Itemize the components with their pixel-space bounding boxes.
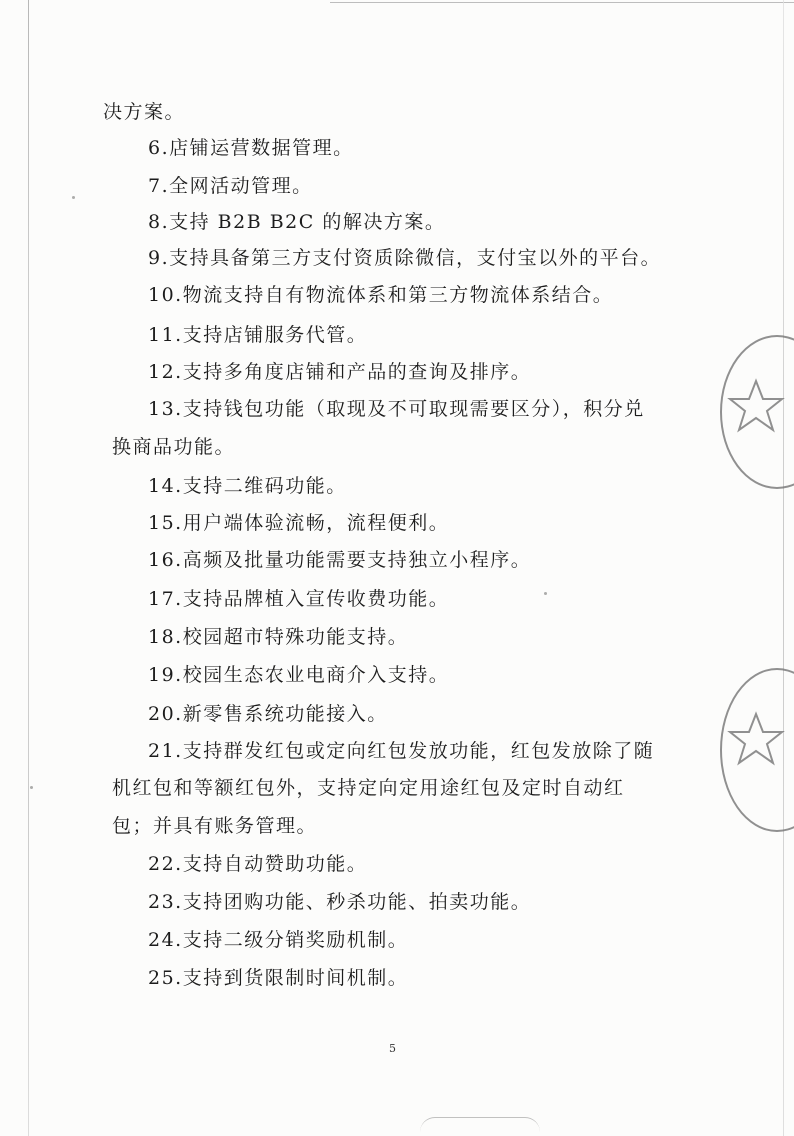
text-line: 16.高频及批量功能需要支持独立小程序。 — [148, 549, 532, 571]
scan-speck — [72, 196, 75, 199]
page-edge-left — [28, 0, 29, 1136]
text-line: 24.支持二级分销奖励机制。 — [148, 929, 409, 951]
text-line: 15.用户端体验流畅，流程便利。 — [148, 512, 450, 534]
star-icon — [726, 377, 786, 437]
text-line: 17.支持品牌植入宣传收费功能。 — [148, 588, 450, 610]
text-line: 10.物流支持自有物流体系和第三方物流体系结合。 — [148, 284, 614, 306]
text-line: 决方案。 — [103, 101, 186, 123]
text-line: 9.支持具备第三方支付资质除微信，支付宝以外的平台。 — [148, 247, 662, 269]
text-line: 21.支持群发红包或定向红包发放功能，红包发放除了随 — [148, 740, 655, 762]
text-line: 机红包和等额红包外，支持定向定用途红包及定时自动红 — [112, 777, 625, 799]
official-seal-top — [720, 335, 794, 489]
text-line: 14.支持二维码功能。 — [148, 475, 347, 497]
official-seal-bottom — [720, 668, 794, 832]
page-edge-right — [783, 0, 784, 1136]
text-line: 22.支持自动赞助功能。 — [148, 853, 368, 875]
text-line: 18.校园超市特殊功能支持。 — [148, 626, 409, 648]
page-edge-top — [330, 2, 794, 3]
text-line: 6.店铺运营数据管理。 — [148, 137, 354, 159]
text-line: 包；并具有账务管理。 — [112, 815, 318, 837]
text-line: 25.支持到货限制时间机制。 — [148, 967, 409, 989]
text-line: 20.新零售系统功能接入。 — [148, 703, 388, 725]
text-line: 12.支持多角度店铺和产品的查询及排序。 — [148, 361, 532, 383]
text-line: 11.支持店铺服务代管。 — [148, 324, 368, 346]
text-line: 23.支持团购功能、秒杀功能、拍卖功能。 — [148, 891, 532, 913]
page-number: 5 — [389, 1042, 396, 1055]
scan-speck — [30, 786, 33, 789]
text-line: 19.校园生态农业电商介入支持。 — [148, 664, 450, 686]
page-edge-bottom — [420, 1117, 540, 1132]
text-line: 换商品功能。 — [112, 436, 236, 458]
star-icon — [726, 710, 786, 770]
text-line: 7.全网活动管理。 — [148, 175, 313, 197]
scan-speck — [544, 592, 547, 595]
text-line: 8.支持 B2B B2C 的解决方案。 — [148, 211, 446, 233]
text-line: 13.支持钱包功能（取现及不可取现需要区分），积分兑 — [148, 398, 645, 420]
